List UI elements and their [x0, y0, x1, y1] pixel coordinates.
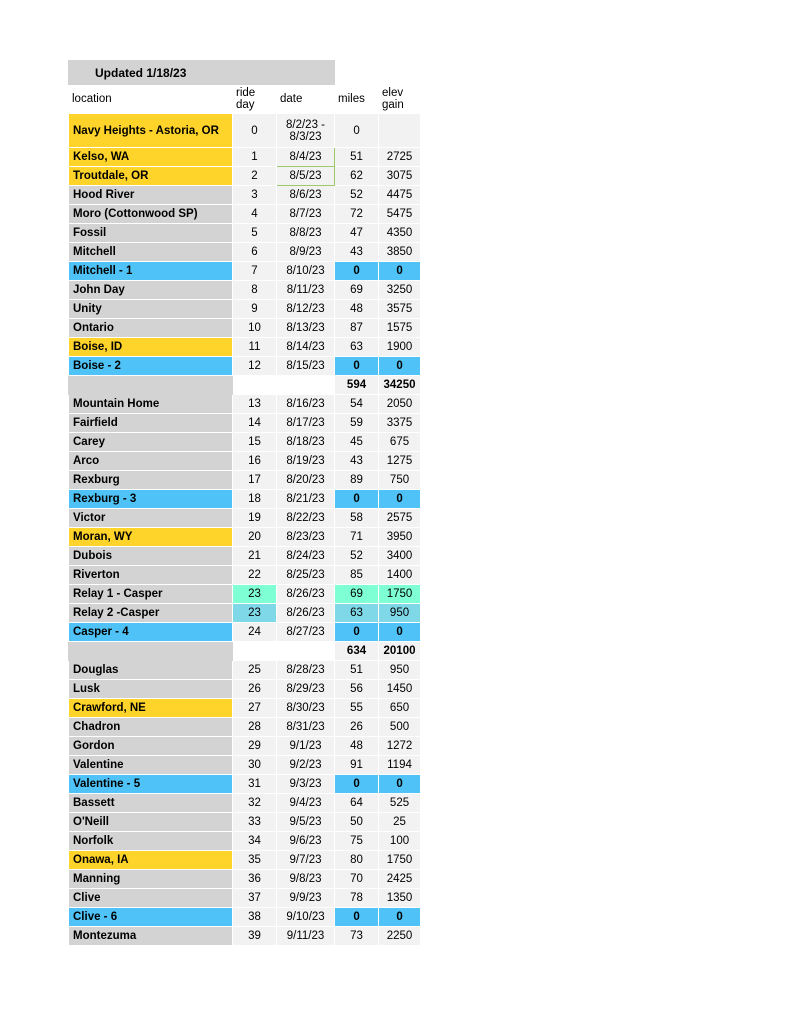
cell-elev-gain[interactable]: 2725	[379, 148, 421, 167]
table-total-row	[69, 642, 421, 661]
cell-ride-day[interactable]: 33	[233, 813, 277, 832]
cell-location[interactable]: Riverton	[69, 566, 233, 585]
table-row[interactable]	[69, 756, 421, 775]
cell-miles[interactable]: 0	[335, 908, 379, 927]
cell-date[interactable]: 8/7/23	[277, 205, 335, 224]
header-row	[69, 85, 421, 114]
cell-ride-day[interactable]: 10	[233, 319, 277, 338]
cell-miles[interactable]: 0	[335, 623, 379, 642]
cell-location[interactable]: Rexburg	[69, 471, 233, 490]
cell-location[interactable]: Lusk	[69, 680, 233, 699]
cell-ride-day[interactable]: 39	[233, 927, 277, 946]
cell-elev-gain[interactable]: 1350	[379, 889, 421, 908]
cell-date[interactable]: 8/22/23	[277, 509, 335, 528]
cell-date[interactable]: 8/19/23	[277, 452, 335, 471]
cell-date[interactable]: 8/27/23	[277, 623, 335, 642]
cell-date[interactable]: 8/9/23	[277, 243, 335, 262]
cell-ride-day[interactable]: 26	[233, 680, 277, 699]
cell-date[interactable]: 8/4/23	[277, 148, 335, 167]
cell-elev-gain[interactable]: 5475	[379, 205, 421, 224]
cell-ride-day[interactable]: 25	[233, 661, 277, 680]
table-row[interactable]	[69, 281, 421, 300]
cell-elev-gain[interactable]: 675	[379, 433, 421, 452]
cell-location[interactable]: Clive - 6	[69, 908, 233, 927]
cell-date[interactable]: 8/10/23	[277, 262, 335, 281]
cell-date[interactable]: 9/8/23	[277, 870, 335, 889]
cell-elev-gain[interactable]: 0	[379, 357, 421, 376]
spreadsheet	[68, 60, 420, 946]
cell-miles[interactable]: 63	[335, 604, 379, 623]
cell-location[interactable]: Relay 2 -Casper	[69, 604, 233, 623]
cell-miles[interactable]: 48	[335, 737, 379, 756]
cell-elev-gain[interactable]: 950	[379, 661, 421, 680]
cell-location[interactable]: Fairfield	[69, 414, 233, 433]
cell-ride-day[interactable]: 20	[233, 528, 277, 547]
total-date-blank	[277, 376, 335, 395]
cell-miles[interactable]: 58	[335, 509, 379, 528]
cell-elev-gain[interactable]: 100	[379, 832, 421, 851]
cell-location[interactable]: Onawa, IA	[69, 851, 233, 870]
cell-location[interactable]: Navy Heights - Astoria, OR	[69, 114, 233, 148]
cell-miles[interactable]: 63	[335, 338, 379, 357]
table-row[interactable]	[69, 300, 421, 319]
table-row[interactable]	[69, 186, 421, 205]
cell-date[interactable]: 8/8/23	[277, 224, 335, 243]
cell-ride-day[interactable]: 16	[233, 452, 277, 471]
cell-elev-gain[interactable]: 3850	[379, 243, 421, 262]
table-row[interactable]	[69, 471, 421, 490]
cell-ride-day[interactable]: 35	[233, 851, 277, 870]
cell-location[interactable]: Unity	[69, 300, 233, 319]
table-row[interactable]	[69, 433, 421, 452]
table-row[interactable]	[69, 262, 421, 281]
cell-date[interactable]: 9/5/23	[277, 813, 335, 832]
cell-ride-day[interactable]: 34	[233, 832, 277, 851]
cell-elev-gain[interactable]: 1272	[379, 737, 421, 756]
cell-location[interactable]: Casper - 4	[69, 623, 233, 642]
cell-miles[interactable]: 0	[335, 114, 379, 148]
cell-ride-day[interactable]: 37	[233, 889, 277, 908]
cell-date[interactable]: 8/28/23	[277, 661, 335, 680]
table-row[interactable]	[69, 908, 421, 927]
cell-elev-gain[interactable]: 2425	[379, 870, 421, 889]
cell-elev-gain[interactable]: 2050	[379, 395, 421, 414]
cell-location[interactable]: Manning	[69, 870, 233, 889]
table-row[interactable]	[69, 718, 421, 737]
cell-miles[interactable]: 51	[335, 148, 379, 167]
cell-miles[interactable]: 48	[335, 300, 379, 319]
total-location-blank	[69, 376, 233, 395]
cell-miles[interactable]: 78	[335, 889, 379, 908]
cell-location[interactable]: O'Neill	[69, 813, 233, 832]
table-row[interactable]	[69, 832, 421, 851]
header-location: location	[69, 85, 233, 114]
cell-elev-gain[interactable]: 3375	[379, 414, 421, 433]
table-row[interactable]	[69, 623, 421, 642]
cell-location[interactable]: Mitchell - 1	[69, 262, 233, 281]
cell-elev-gain[interactable]: 3400	[379, 547, 421, 566]
cell-ride-day[interactable]: 19	[233, 509, 277, 528]
table-row[interactable]	[69, 794, 421, 813]
cell-date[interactable]: 9/3/23	[277, 775, 335, 794]
cell-date[interactable]: 9/2/23	[277, 756, 335, 775]
cell-elev-gain[interactable]: 2575	[379, 509, 421, 528]
cell-location[interactable]: Gordon	[69, 737, 233, 756]
cell-date[interactable]: 8/16/23	[277, 395, 335, 414]
cell-miles[interactable]: 56	[335, 680, 379, 699]
cell-ride-day[interactable]: 6	[233, 243, 277, 262]
cell-ride-day[interactable]: 22	[233, 566, 277, 585]
cell-miles[interactable]: 54	[335, 395, 379, 414]
cell-ride-day[interactable]: 28	[233, 718, 277, 737]
table-row[interactable]	[69, 167, 421, 186]
table-row[interactable]	[69, 547, 421, 566]
cell-date[interactable]: 8/12/23	[277, 300, 335, 319]
header-ride-day-line1: ride	[236, 87, 256, 99]
cell-miles[interactable]: 26	[335, 718, 379, 737]
cell-ride-day[interactable]: 14	[233, 414, 277, 433]
cell-miles[interactable]: 64	[335, 794, 379, 813]
cell-elev-gain[interactable]: 750	[379, 471, 421, 490]
cell-elev-gain[interactable]: 0	[379, 623, 421, 642]
cell-elev-gain[interactable]: 2250	[379, 927, 421, 946]
cell-ride-day[interactable]: 4	[233, 205, 277, 224]
cell-elev-gain[interactable]: 0	[379, 775, 421, 794]
cell-ride-day[interactable]: 2	[233, 167, 277, 186]
cell-elev-gain[interactable]: 1900	[379, 338, 421, 357]
cell-location[interactable]: Troutdale, OR	[69, 167, 233, 186]
table-row[interactable]	[69, 566, 421, 585]
cell-ride-day[interactable]: 36	[233, 870, 277, 889]
cell-date[interactable]: 8/6/23	[277, 186, 335, 205]
cell-elev-gain[interactable]: 1194	[379, 756, 421, 775]
cell-elev-gain[interactable]: 650	[379, 699, 421, 718]
cell-location[interactable]: Rexburg - 3	[69, 490, 233, 509]
cell-location[interactable]: Fossil	[69, 224, 233, 243]
cell-date[interactable]: 8/29/23	[277, 680, 335, 699]
ride-schedule-table	[68, 60, 421, 946]
cell-miles[interactable]: 62	[335, 167, 379, 186]
cell-miles[interactable]: 59	[335, 414, 379, 433]
cell-ride-day[interactable]: 3	[233, 186, 277, 205]
cell-elev-gain[interactable]: 0	[379, 262, 421, 281]
cell-ride-day[interactable]: 18	[233, 490, 277, 509]
cell-miles[interactable]: 75	[335, 832, 379, 851]
table-row[interactable]	[69, 870, 421, 889]
table-row[interactable]	[69, 114, 421, 148]
cell-date[interactable]: 8/26/23	[277, 585, 335, 604]
cell-miles[interactable]: 55	[335, 699, 379, 718]
cell-miles[interactable]: 72	[335, 205, 379, 224]
cell-location[interactable]: Moro (Cottonwood SP)	[69, 205, 233, 224]
cell-ride-day[interactable]: 23	[233, 604, 277, 623]
cell-date[interactable]: 8/21/23	[277, 490, 335, 509]
table-row[interactable]	[69, 680, 421, 699]
total-location-blank	[69, 642, 233, 661]
cell-date[interactable]: 8/30/23	[277, 699, 335, 718]
header-elev-line1: elev	[382, 87, 404, 99]
cell-location[interactable]: Ontario	[69, 319, 233, 338]
cell-date[interactable]: 9/9/23	[277, 889, 335, 908]
cell-date[interactable]: 9/7/23	[277, 851, 335, 870]
cell-location[interactable]: Valentine - 5	[69, 775, 233, 794]
cell-date[interactable]: 8/15/23	[277, 357, 335, 376]
cell-location[interactable]: John Day	[69, 281, 233, 300]
cell-miles[interactable]: 87	[335, 319, 379, 338]
cell-date[interactable]: 8/11/23	[277, 281, 335, 300]
table-row[interactable]	[69, 851, 421, 870]
cell-ride-day[interactable]: 1	[233, 148, 277, 167]
cell-location[interactable]: Chadron	[69, 718, 233, 737]
table-row[interactable]	[69, 319, 421, 338]
cell-elev-gain[interactable]: 950	[379, 604, 421, 623]
cell-miles[interactable]: 0	[335, 490, 379, 509]
cell-location[interactable]: Bassett	[69, 794, 233, 813]
table-row[interactable]	[69, 813, 421, 832]
cell-elev-gain[interactable]: 3250	[379, 281, 421, 300]
cell-ride-day[interactable]: 12	[233, 357, 277, 376]
cell-elev-gain[interactable]: 3950	[379, 528, 421, 547]
cell-elev-gain[interactable]: 3075	[379, 167, 421, 186]
total-day-blank	[233, 376, 277, 395]
header-ride-day	[233, 85, 277, 114]
total-miles: 594	[335, 376, 379, 395]
cell-location[interactable]: Victor	[69, 509, 233, 528]
header-date: date	[277, 85, 335, 114]
sheet-title: Updated 1/18/23	[69, 61, 335, 85]
cell-miles[interactable]: 70	[335, 870, 379, 889]
total-elev: 20100	[379, 642, 421, 661]
table-row[interactable]	[69, 490, 421, 509]
cell-elev-gain[interactable]: 0	[379, 490, 421, 509]
header-elev-line2: gain	[382, 99, 404, 111]
cell-ride-day[interactable]: 15	[233, 433, 277, 452]
cell-location[interactable]: Arco	[69, 452, 233, 471]
cell-ride-day[interactable]: 29	[233, 737, 277, 756]
cell-date[interactable]: 8/14/23	[277, 338, 335, 357]
table-row[interactable]	[69, 357, 421, 376]
cell-ride-day[interactable]: 17	[233, 471, 277, 490]
cell-miles[interactable]: 0	[335, 357, 379, 376]
table-row[interactable]	[69, 604, 421, 623]
table-row[interactable]	[69, 452, 421, 471]
cell-ride-day[interactable]: 31	[233, 775, 277, 794]
cell-elev-gain[interactable]: 500	[379, 718, 421, 737]
total-day-blank	[233, 642, 277, 661]
table-total-row	[69, 376, 421, 395]
cell-miles[interactable]: 0	[335, 775, 379, 794]
cell-date[interactable]: 8/13/23	[277, 319, 335, 338]
cell-location[interactable]: Crawford, NE	[69, 699, 233, 718]
cell-elev-gain[interactable]: 0	[379, 908, 421, 927]
table-row[interactable]	[69, 509, 421, 528]
header-miles: miles	[335, 85, 379, 114]
cell-elev-gain[interactable]: 4475	[379, 186, 421, 205]
cell-ride-day[interactable]: 23	[233, 585, 277, 604]
cell-elev-gain[interactable]: 1450	[379, 680, 421, 699]
table-row[interactable]	[69, 205, 421, 224]
cell-location[interactable]: Boise, ID	[69, 338, 233, 357]
cell-miles[interactable]: 91	[335, 756, 379, 775]
cell-date[interactable]: 9/6/23	[277, 832, 335, 851]
table-row[interactable]	[69, 243, 421, 262]
table-row[interactable]	[69, 414, 421, 433]
cell-ride-day[interactable]: 32	[233, 794, 277, 813]
table-row[interactable]	[69, 927, 421, 946]
header-ride-day-line2: day	[236, 99, 255, 111]
cell-elev-gain[interactable]: 4350	[379, 224, 421, 243]
cell-ride-day[interactable]: 0	[233, 114, 277, 148]
cell-miles[interactable]: 52	[335, 547, 379, 566]
cell-date[interactable]: 9/1/23	[277, 737, 335, 756]
cell-date[interactable]: 8/23/23	[277, 528, 335, 547]
cell-ride-day[interactable]: 11	[233, 338, 277, 357]
table-row[interactable]	[69, 775, 421, 794]
cell-location[interactable]: Carey	[69, 433, 233, 452]
cell-ride-day[interactable]: 38	[233, 908, 277, 927]
cell-miles[interactable]: 73	[335, 927, 379, 946]
cell-location[interactable]: Norfolk	[69, 832, 233, 851]
cell-miles[interactable]: 50	[335, 813, 379, 832]
total-elev: 34250	[379, 376, 421, 395]
cell-miles[interactable]: 51	[335, 661, 379, 680]
cell-miles[interactable]: 43	[335, 452, 379, 471]
total-date-blank	[277, 642, 335, 661]
cell-date[interactable]: 8/31/23	[277, 718, 335, 737]
cell-location[interactable]: Boise - 2	[69, 357, 233, 376]
cell-ride-day[interactable]: 27	[233, 699, 277, 718]
cell-elev-gain[interactable]: 3575	[379, 300, 421, 319]
table-row[interactable]	[69, 528, 421, 547]
cell-elev-gain[interactable]	[379, 114, 421, 148]
table-row[interactable]	[69, 338, 421, 357]
cell-elev-gain[interactable]: 1400	[379, 566, 421, 585]
cell-miles[interactable]: 0	[335, 262, 379, 281]
cell-location[interactable]: Hood River	[69, 186, 233, 205]
cell-date[interactable]: 9/11/23	[277, 927, 335, 946]
cell-elev-gain[interactable]: 1750	[379, 585, 421, 604]
cell-date[interactable]: 9/4/23	[277, 794, 335, 813]
cell-ride-day[interactable]: 7	[233, 262, 277, 281]
table-row[interactable]	[69, 148, 421, 167]
title-row	[69, 61, 421, 85]
cell-miles[interactable]: 69	[335, 585, 379, 604]
cell-location[interactable]: Valentine	[69, 756, 233, 775]
title-pad-1	[335, 61, 379, 85]
cell-ride-day[interactable]: 13	[233, 395, 277, 414]
cell-miles[interactable]: 80	[335, 851, 379, 870]
cell-miles[interactable]: 89	[335, 471, 379, 490]
cell-miles[interactable]: 43	[335, 243, 379, 262]
cell-miles[interactable]: 71	[335, 528, 379, 547]
cell-miles[interactable]: 52	[335, 186, 379, 205]
total-miles: 634	[335, 642, 379, 661]
cell-ride-day[interactable]: 5	[233, 224, 277, 243]
cell-elev-gain[interactable]: 25	[379, 813, 421, 832]
cell-date[interactable]: 8/20/23	[277, 471, 335, 490]
cell-miles[interactable]: 45	[335, 433, 379, 452]
cell-location[interactable]: Douglas	[69, 661, 233, 680]
cell-elev-gain[interactable]: 1275	[379, 452, 421, 471]
table-row[interactable]	[69, 585, 421, 604]
cell-date[interactable]: 8/25/23	[277, 566, 335, 585]
cell-miles[interactable]: 47	[335, 224, 379, 243]
header-elev-gain	[379, 85, 421, 114]
cell-date[interactable]: 9/10/23	[277, 908, 335, 927]
cell-elev-gain[interactable]: 1575	[379, 319, 421, 338]
table-row[interactable]	[69, 889, 421, 908]
cell-ride-day[interactable]: 24	[233, 623, 277, 642]
cell-miles[interactable]: 69	[335, 281, 379, 300]
cell-miles[interactable]: 85	[335, 566, 379, 585]
cell-location[interactable]: Dubois	[69, 547, 233, 566]
cell-date[interactable]: 8/17/23	[277, 414, 335, 433]
cell-location[interactable]: Mitchell	[69, 243, 233, 262]
cell-location[interactable]: Moran, WY	[69, 528, 233, 547]
cell-ride-day[interactable]: 9	[233, 300, 277, 319]
cell-date[interactable]: 8/18/23	[277, 433, 335, 452]
cell-location[interactable]: Relay 1 - Casper	[69, 585, 233, 604]
table-row[interactable]	[69, 224, 421, 243]
cell-ride-day[interactable]: 21	[233, 547, 277, 566]
title-pad-2	[379, 61, 421, 85]
cell-ride-day[interactable]: 8	[233, 281, 277, 300]
cell-elev-gain[interactable]: 1750	[379, 851, 421, 870]
cell-date[interactable]: 8/24/23	[277, 547, 335, 566]
cell-location[interactable]: Kelso, WA	[69, 148, 233, 167]
cell-location[interactable]: Mountain Home	[69, 395, 233, 414]
cell-elev-gain[interactable]: 525	[379, 794, 421, 813]
cell-date[interactable]: 8/26/23	[277, 604, 335, 623]
cell-date[interactable]: 8/5/23	[277, 167, 335, 186]
cell-location[interactable]: Montezuma	[69, 927, 233, 946]
table-row[interactable]	[69, 661, 421, 680]
cell-ride-day[interactable]: 30	[233, 756, 277, 775]
cell-location[interactable]: Clive	[69, 889, 233, 908]
table-row[interactable]	[69, 737, 421, 756]
table-row[interactable]	[69, 699, 421, 718]
cell-date[interactable]: 8/2/23 - 8/3/23	[277, 114, 335, 148]
table-row[interactable]	[69, 395, 421, 414]
